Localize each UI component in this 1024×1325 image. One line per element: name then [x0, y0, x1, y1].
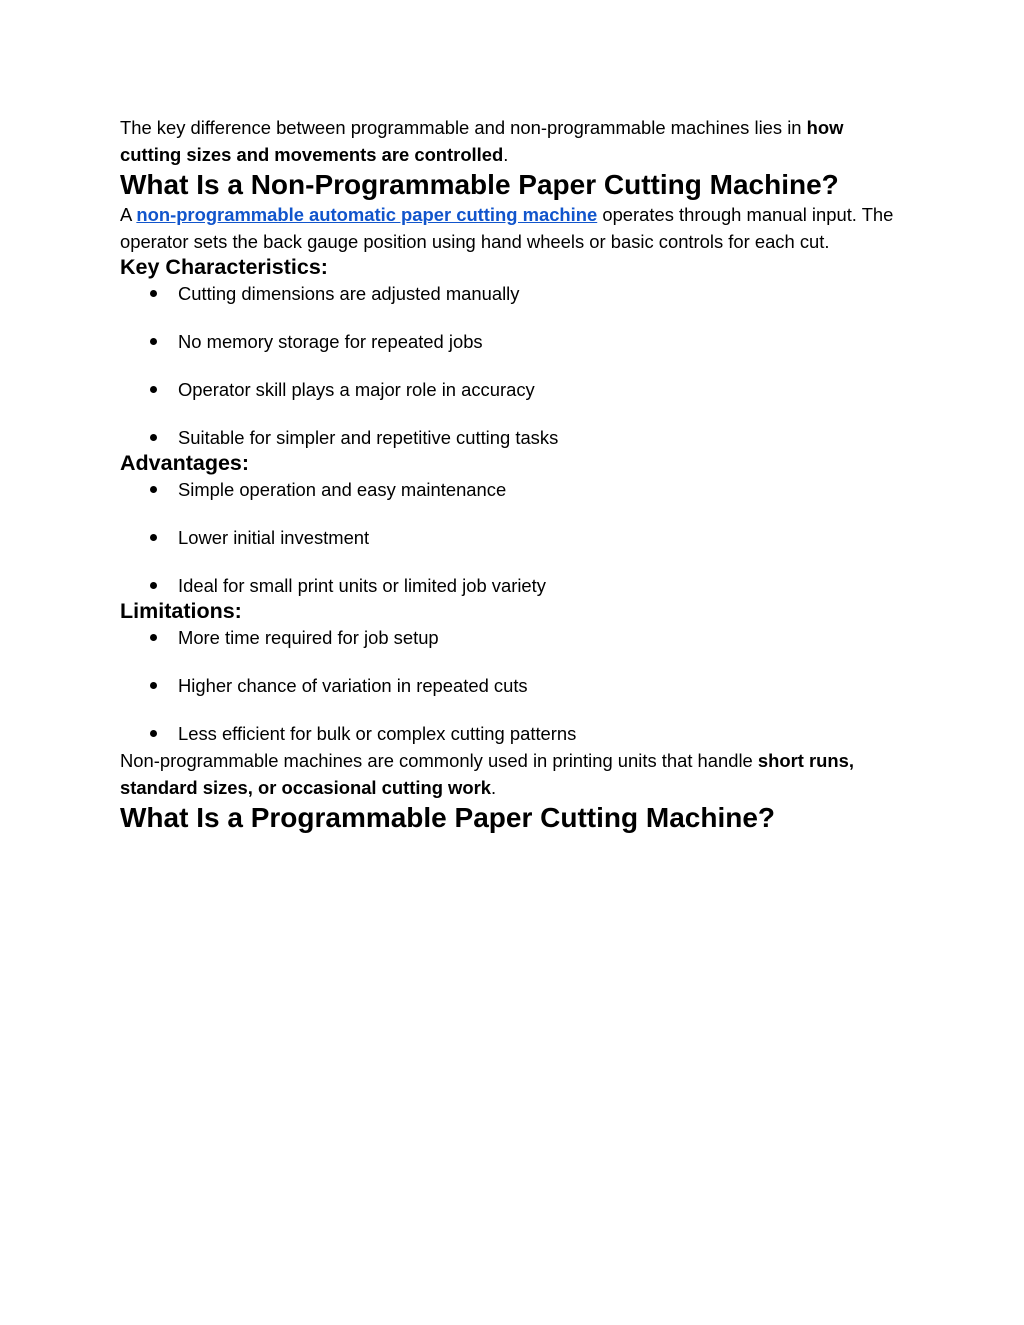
list-item: Simple operation and easy maintenance	[120, 476, 905, 503]
intro-text-bold-line1: how	[806, 117, 844, 138]
closing-text-tail: .	[490, 777, 497, 798]
intro-paragraph	[120, 114, 905, 168]
list-item: Cutting dimensions are adjusted manually	[120, 280, 905, 307]
list-item: Higher chance of variation in repeated cuts	[120, 672, 905, 699]
definition-line2: operator sets the back gauge position using hand wheels or basic controls for each cut.	[120, 231, 830, 252]
definition-line1-tail: operates through manual input. The	[597, 204, 894, 225]
definition-paragraph	[120, 201, 905, 255]
heading-non-programmable: What Is a Non-Programmable Paper Cutting Machine?	[120, 169, 839, 200]
list-item: Suitable for simpler and repetitive cutting tasks	[120, 424, 905, 451]
closing-paragraph	[120, 747, 905, 801]
closing-text-bold-line2: standard sizes, or occasional cutting work	[120, 777, 491, 798]
intro-text-normal: The key difference between programmable and non-programmable machines lies in	[120, 117, 807, 138]
key-characteristics-list	[120, 280, 905, 451]
closing-text-bold-line1: short runs,	[757, 750, 854, 771]
subsection-title-advantages: Advantages:	[120, 451, 250, 475]
advantages-list	[120, 476, 905, 599]
intro-text-tail: .	[503, 144, 509, 165]
definition-prefix: A	[120, 204, 137, 225]
closing-text-normal: Non-programmable machines are commonly used in printing units that handle	[120, 750, 758, 771]
list-item: Less efficient for bulk or complex cutting patterns	[120, 720, 905, 747]
list-item: Operator skill plays a major role in accuracy	[120, 376, 905, 403]
subsection-title-limitations: Limitations:	[120, 599, 242, 623]
list-item: No memory storage for repeated jobs	[120, 328, 905, 355]
subsection-title-key-characteristics: Key Characteristics:	[120, 255, 328, 279]
intro-text-bold-line2: cutting sizes and movements are controlled	[120, 144, 504, 165]
list-item: Lower initial investment	[120, 524, 905, 551]
heading-programmable: What Is a Programmable Paper Cutting Machine?	[120, 802, 776, 833]
non-programmable-machine-link[interactable]: non-programmable automatic paper cutting machine	[136, 204, 598, 225]
list-item: More time required for job setup	[120, 624, 905, 651]
limitations-list	[120, 624, 905, 747]
list-item: Ideal for small print units or limited job variety	[120, 572, 905, 599]
